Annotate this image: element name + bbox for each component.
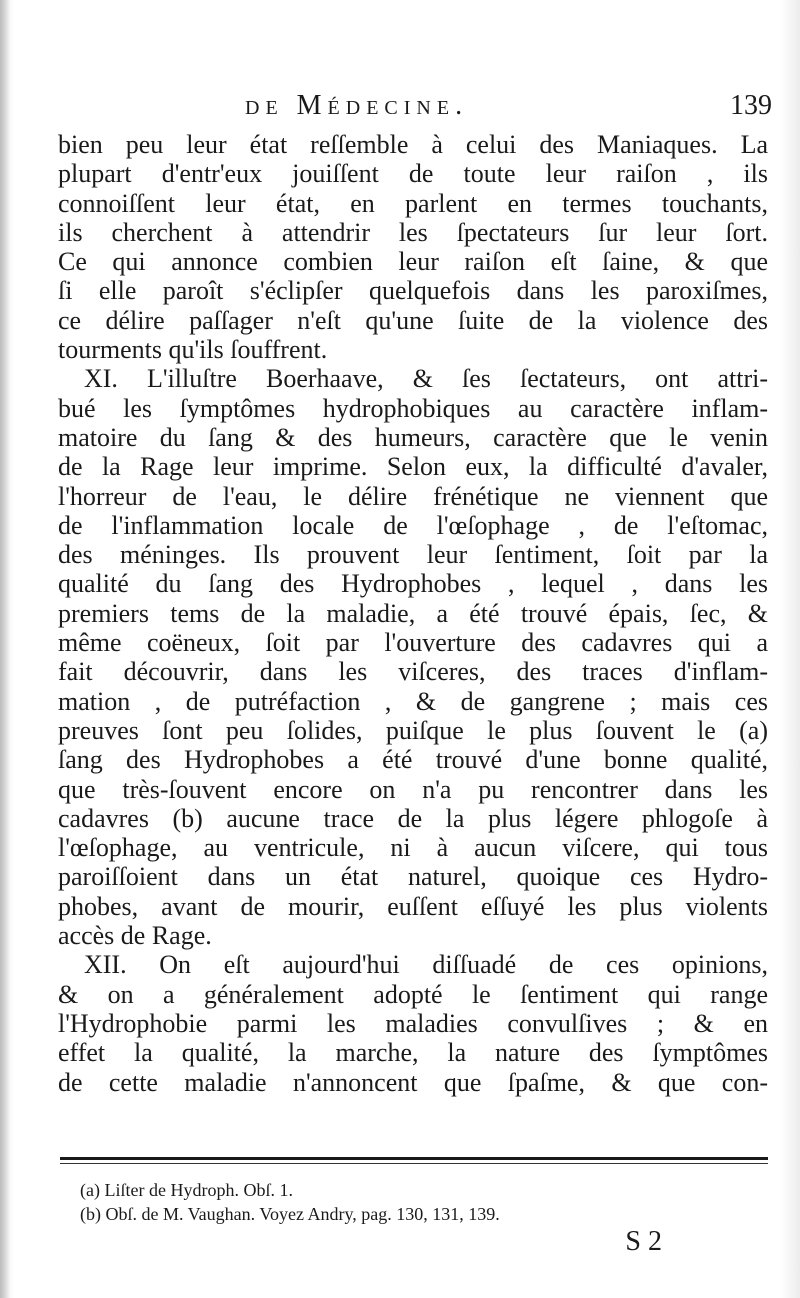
- text-line: que très-ſouvent encore on n'a pu rencontrer dans les: [58, 774, 768, 804]
- text-line: paroiſſoient dans un état naturel, quoique ces Hydro-: [58, 862, 768, 892]
- text-line: ils cherchent à attendrir les ſpectateurs ſur leur ſort.: [58, 217, 768, 247]
- text-line: phobes, avant de mourir, euſſent eſſuyé les plus violents: [58, 891, 768, 921]
- body-text: [58, 130, 768, 1097]
- text-line: de l'inflammation locale de l'œſophage , de l'eſtomac,: [58, 510, 768, 540]
- footnote-separator-rule: [60, 1157, 768, 1160]
- text-line: matoire du ſang & des humeurs, caractère que le venin: [58, 422, 768, 452]
- text-line: preuves ſont peu ſolides, puiſque le plus ſouvent le (a): [58, 715, 768, 745]
- text-line: l'œſophage, au ventricule, ni à aucun viſcere, qui tous: [58, 833, 768, 863]
- text-line: connoiſſent leur état, en parlent en termes touchants,: [58, 188, 768, 218]
- footnote-separator-rule-thin: [60, 1163, 768, 1164]
- footnotes: [80, 1178, 760, 1226]
- text-line: cadavres (b) aucune trace de la plus légere phlogoſe à: [58, 803, 768, 833]
- text-line: de la Rage leur imprime. Selon eux, la difficulté d'avaler,: [58, 452, 768, 482]
- text-line: l'horreur de l'eau, le délire frénétique ne viennent que: [58, 481, 768, 511]
- text-line: mation , de putréfaction , & de gangrene ; mais ces: [58, 686, 768, 716]
- text-line: ſi elle paroît s'éclipſer quelquefois dans les paroxiſmes,: [58, 276, 768, 306]
- footnote: (a) Liſter de Hydroph. Obſ. 1.: [80, 1180, 293, 1200]
- text-line: qualité du ſang des Hydrophobes , lequel , dans les: [58, 569, 768, 599]
- text-line: & on a généralement adopté le ſentiment qui range: [58, 979, 768, 1009]
- text-line: l'Hydrophobie parmi les maladies convulſives ; & en: [58, 1008, 768, 1038]
- page-header: [60, 90, 772, 130]
- text-line: effet la qualité, la marche, la nature des ſymptômes: [58, 1038, 768, 1068]
- text-line: accès de Rage.: [58, 921, 212, 951]
- text-line: de cette maladie n'annoncent que ſpaſme, & que con-: [58, 1067, 768, 1097]
- text-line: ce délire paſſager n'eſt qu'une ſuite de la violence des: [58, 305, 768, 335]
- text-line: même coëneux, ſoit par l'ouverture des cadavres qui a: [58, 628, 768, 658]
- paragraph-start-line: XII. On eſt aujourd'hui diſſuadé de ces opinions,: [84, 950, 768, 980]
- footnote: (b) Obſ. de M. Vaughan. Voyez Andry, pag. 130, 131, 139.: [80, 1204, 500, 1224]
- text-line: bien peu leur état reſſemble à celui des Maniaques. La: [58, 130, 768, 159]
- text-line: ſang des Hydrophobes a été trouvé d'une bonne qualité,: [58, 745, 768, 775]
- page-number: 139: [730, 90, 772, 121]
- text-line: tourments qu'ils ſouffrent.: [58, 335, 328, 365]
- paragraph-start-line: XI. L'illuſtre Boerhaave, & ſes ſectateurs, ont attri-: [84, 364, 768, 394]
- text-line: bué les ſymptômes hydrophobiques au caractère inflam-: [58, 393, 768, 423]
- running-title: de Médecine.: [245, 90, 469, 121]
- signature-mark: S 2: [625, 1226, 662, 1257]
- text-line: des méninges. Ils prouvent leur ſentiment, ſoit par la: [58, 540, 768, 570]
- page-gutter-shadow: [0, 0, 10, 1298]
- text-line: Ce qui annonce combien leur raiſon eſt ſaine, & que: [58, 247, 768, 277]
- text-line: premiers tems de la maladie, a été trouvé épais, ſec, &: [58, 598, 768, 628]
- text-line: plupart d'entr'eux jouiſſent de toute leur raiſon , ils: [58, 159, 768, 189]
- text-line: fait découvrir, dans les viſceres, des traces d'inflam-: [58, 657, 768, 687]
